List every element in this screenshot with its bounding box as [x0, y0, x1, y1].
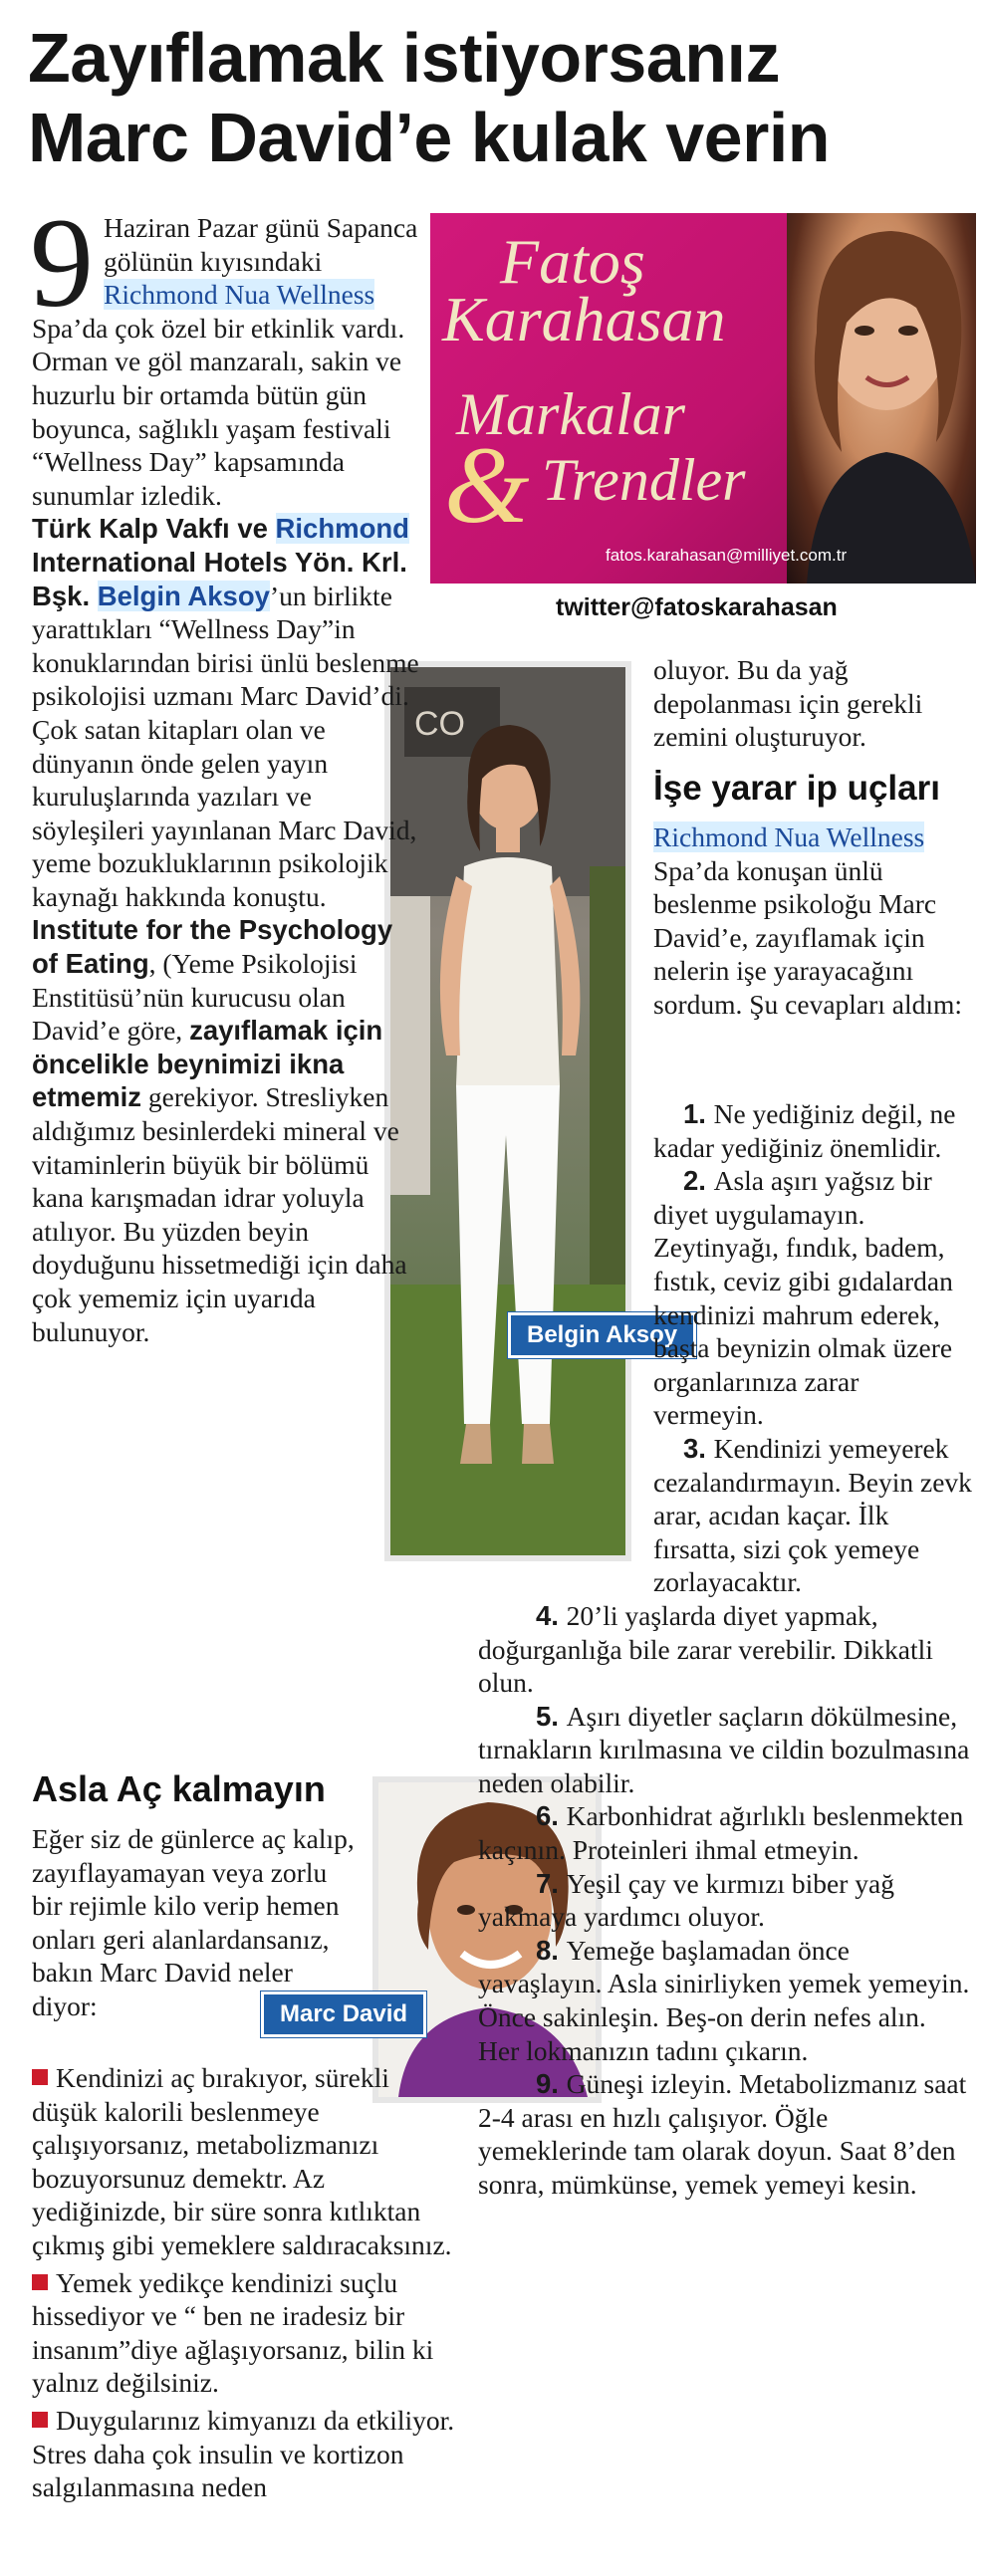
tip-item: [478, 1599, 972, 1700]
bold-zayiflamak: zayıflamak için öncelikle beynimizi ikna etmemiz: [32, 1015, 383, 1113]
bullet-2-text: Yemek yedikçe kendinizi suçlu hissediyor ve “ ben ne iradesiz bir insanım”diye ağlaşıyorsanız, bilin ki yalnız değilsiniz.: [32, 2266, 434, 2399]
photo-caption-marc-david: Marc David: [261, 1991, 426, 2037]
tip-text: Yemeğe başlamadan önce yavaşlayın. Asla sinirliyken yemek yemeyin. Önce sakinleşin. Beş-on derin nefes alın. Her lokmanızın tadını çıkarın.: [478, 1934, 970, 2066]
intro-text-a: Haziran Pazar günü Sapanca gölünün kıyısındaki: [104, 212, 418, 277]
tip-item: [478, 1432, 972, 1599]
headline-line-1: Zayıflamak istiyorsanız: [28, 19, 780, 97]
highlight-richmond: Richmond: [275, 513, 409, 545]
tip-number: 5.: [536, 1700, 567, 1732]
tip-text: Güneşi izleyin. Metabolizmanız saat 2-4 arası en hızlı çalışıyor. Öğle yemeklerinde tam olarak doyun. Saat 8’den sonra, mümkünse, yemek yemeyi kesin.: [478, 2068, 967, 2200]
bullet-1-text: Kendinizi aç bırakıyor, sürekli düşük kalorili beslenmeye çalışıyorsanız, metabolizmanızı bozuyorsunuz demektr. Az yediğinizde, bir süre sonra kıtlıktan çıkmış gibi yemeklere saldıracaksınız.: [32, 2062, 452, 2260]
subhead-asla-ac: Asla Aç kalmayın: [32, 1768, 326, 1809]
tip-number: 8.: [536, 1934, 567, 1966]
tip-item: [478, 1700, 972, 1800]
tip-number: 7.: [536, 1867, 567, 1899]
tip-item: [478, 1934, 972, 2067]
photo-sign-text: CO: [414, 705, 465, 743]
right-intro: [653, 820, 972, 1022]
bullet-2: [32, 2266, 460, 2400]
subhead-ise-yarar: İşe yarar ip uçları: [653, 769, 940, 808]
tip-text: Ne yediğiniz değil, ne kadar yediğiniz önemlidir.: [653, 1098, 956, 1163]
tip-number: 6.: [536, 1800, 567, 1832]
bold-turk-kalp: Türk Kalp Vakfı ve: [32, 513, 276, 545]
photo-caption-belgin-aksoy: Belgin Aksoy: [508, 1312, 696, 1358]
tip-number: 9.: [536, 2068, 567, 2100]
intro-paragraph: [30, 192, 422, 512]
bold-international: International Hotels Yön. Krl. Bşk.: [32, 546, 407, 611]
bullet-square-icon: [32, 2069, 48, 2085]
columnist-email: fatos.karahasan@milliyet.com.tr: [606, 546, 848, 565]
headline: [28, 18, 964, 177]
tip-text: Kendinizi yemeyerek cezalandırmayın. Beyin zevk arar, acıdan kaçar. İlk fırsatta, sizi çok yemeye zorlayacaktır.: [653, 1432, 972, 1598]
tip-text: Karbonhidrat ağırlıklı beslenmekten kaçının. Proteinleri ihmal etmeyin.: [478, 1800, 964, 1866]
column-title-2: Trendler: [542, 447, 746, 513]
columnist-last-name: Karahasan: [442, 284, 726, 354]
tip-item: [478, 2067, 972, 2201]
column-title-1: Markalar: [456, 381, 685, 447]
intro-text-b: Spa’da çok özel bir etkinlik vardı. Orman ve göl manzaralı, sakin ve huzurlu bir ortamda bütün gün boyunca, sağlıklı yaşam festivali “Wellness Day” kapsamında sunumlar izledik.: [32, 312, 405, 511]
left-column-intro: [30, 192, 422, 1348]
bullet-1: [32, 2061, 460, 2262]
highlight-richmond-nua: Richmond Nua Wellness: [104, 279, 375, 311]
paragraph-4: Eğer siz de günlerce aç kalıp, zayıflayamayan veya zorlu bir rejimle kilo verip hemen onları geri alanlardansanız, bakın Marc David neler diyor:: [32, 1823, 355, 2021]
tip-item: [478, 1867, 972, 1934]
tip-item: [478, 1799, 972, 1866]
columnist-portrait-icon: [787, 213, 976, 584]
bullet-3: [32, 2404, 460, 2504]
highlight-richmond-nua-2: Richmond Nua Wellness: [653, 821, 925, 852]
right-intro-text: Spa’da konuşan ünlü beslenme psikoloğu Marc David’e, zayıflamak için nelerin işe yarayacağını sordum. Şu cevapları aldım:: [653, 854, 963, 1020]
left-bullets: [32, 2061, 460, 2504]
tip-number: 4.: [536, 1599, 567, 1631]
tip-text: 20’li yaşlarda diyet yapmak, doğurganlığa bile zarar verebilir. Dikkatli olun.: [478, 1599, 933, 1699]
columnist-banner: [430, 213, 976, 584]
bold-institute: Institute for the Psychology of Eating: [32, 914, 393, 980]
columnist-portrait: [787, 213, 976, 584]
tip-item: [478, 1097, 972, 1164]
right-column-cont: oluyor. Bu da yağ depolanması için gerekli zemini oluşturuyor.: [653, 654, 923, 753]
paragraph-3-text-b: gerekiyor. Stresliyken aldığımız besinlerdeki mineral ve vitaminlerin büyük bir bölümü kana karışmadan idrar yoluyla atılıyor. Bu yüzden beyin doyduğunu hissetmediği için daha çok yememiz için uyarıda bulunuyor.: [32, 1081, 407, 1347]
columnist-twitter: twitter@fatoskarahasan: [556, 593, 838, 621]
tip-number: 3.: [683, 1432, 714, 1464]
tip-item: [478, 1164, 972, 1432]
columnist-first-name: Fatoş: [500, 226, 645, 297]
headline-line-2: Marc David’e kulak verin: [28, 99, 831, 176]
dropcap: 9: [30, 192, 94, 334]
highlight-belgin-aksoy: Belgin Aksoy: [97, 580, 270, 611]
bullet-3-text: Duygularınız kimyanızı da etkiliyor. Stres daha çok insulin ve kortizon salgılanmasına neden: [32, 2404, 455, 2503]
bullet-square-icon: [32, 2274, 48, 2290]
paragraph-2-text: ’un birlikte yarattıkları “Wellness Day”in konuklarından birisi ünlü beslenme psikolojisi uzmanı Marc David’di. Çok satan kitapları olan ve dünyanın önde gelen yayın kuruluşlarında yazıları ve söyleşileri yayınlanan Marc David, yeme bozukluklarının psikolojik kaynağı hakkında konuştu.: [32, 580, 419, 912]
bullet-square-icon: [32, 2412, 48, 2428]
tip-text: Yeşil çay ve kırmızı biber yağ yakmaya yardımcı oluyor.: [478, 1867, 895, 1933]
paragraph-2: [32, 512, 422, 913]
tip-number: 1.: [683, 1098, 714, 1129]
paragraph-3: [32, 913, 422, 1348]
column-title-amp: &: [444, 424, 530, 546]
tips-list: [478, 1097, 972, 2202]
tip-number: 2.: [683, 1165, 714, 1197]
paragraph-3-text-a: , (Yeme Psikolojisi Enstitüsü’nün kurucusu olan David’e göre,: [32, 948, 358, 1047]
tip-text: Aşırı diyetler saçların dökülmesine, tırnakların kırılmasına ve cildin bozulmasına neden olabilir.: [478, 1700, 970, 1798]
tip-text: Asla aşırı yağsız bir diyet uygulamayın. Zeytinyağı, fındık, badem, fıstık, ceviz gibi gıdalardan kendinizi mahrum ederek, başta beynizin olmak üzere organlarınıza zarar vermeyin.: [653, 1165, 953, 1431]
